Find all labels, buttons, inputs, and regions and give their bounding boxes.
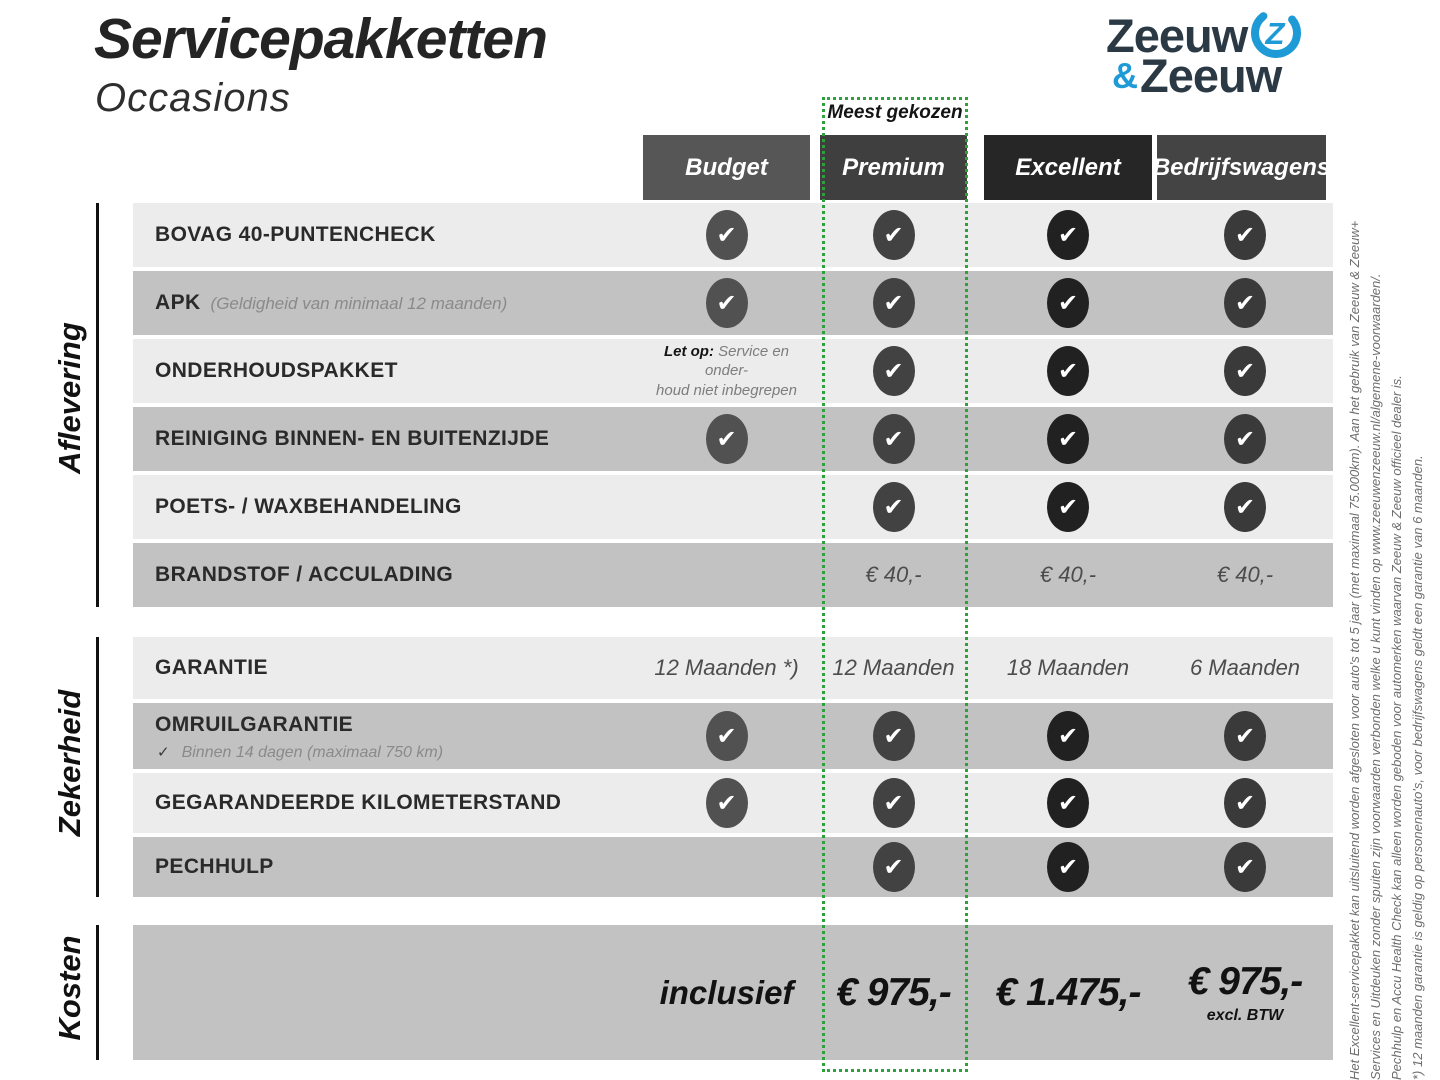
check-icon <box>984 271 1152 335</box>
section-divider-kosten <box>96 925 99 1060</box>
logo-word-2: Zeeuw <box>1140 49 1282 102</box>
check-icon <box>643 271 810 335</box>
check-icon <box>984 339 1152 403</box>
note-text-line2: houd niet inbegrepen <box>656 381 797 399</box>
table-row-omruilgarantie <box>133 703 1333 769</box>
table-row-poets <box>133 475 1333 539</box>
cost-premium: € 975,- <box>836 970 951 1014</box>
check-icon <box>1157 475 1333 539</box>
check-icon <box>1157 339 1333 403</box>
check-icon <box>643 407 810 471</box>
cell-value-excellent: € 40,- <box>1039 562 1097 587</box>
check-icon <box>820 203 967 267</box>
check-icon <box>820 773 967 833</box>
table-row-kosten <box>133 925 1333 1060</box>
footnote-line-4: *) 12 maanden garantie is geldig op personenauto's, voor bedrijfswagens geldt een garantie van 6 maanden. <box>1410 455 1426 1080</box>
column-header-budget: Budget <box>643 135 810 200</box>
check-icon <box>1157 407 1333 471</box>
row-label: REINIGING BINNEN- EN BUITENZIJDE <box>155 427 550 450</box>
section-label-aflevering: Aflevering <box>52 322 87 474</box>
row-label: PECHHULP <box>155 855 274 878</box>
column-header-excellent: Excellent <box>984 135 1152 200</box>
logo-ampersand: & <box>1112 54 1138 96</box>
check-icon <box>643 203 810 267</box>
check-icon <box>984 837 1152 897</box>
legal-footnote <box>1344 120 1436 1080</box>
check-icon <box>984 475 1152 539</box>
table-row-brandstof <box>133 543 1333 607</box>
table-row-kilometerstand <box>133 773 1333 833</box>
footnote-line-2: Services en Uitdeuken zonder spuiten zijn voorwaarden verbonden welke u kunt vinden op www.zeeuwenzeeuw.nl/algemene-voorwaarden/. <box>1368 273 1384 1080</box>
footnote-line-1: Het Excellent-servicepakket kan uitsluitend worden afgesloten voor auto's tot 5 jaar (met maximaal 75.000km). Aan het gebruik van Zeeuw & Zeeuw+ <box>1347 220 1362 1080</box>
page-subtitle: Occasions <box>95 76 291 120</box>
cost-bedrijfswagens: € 975,- <box>1187 960 1303 1003</box>
brand-logo <box>1106 8 1303 102</box>
table-row-reiniging <box>133 407 1333 471</box>
row-label: GARANTIE <box>155 656 268 679</box>
cost-excellent: € 1.475,- <box>995 970 1141 1014</box>
check-icon <box>984 703 1152 769</box>
note-bold: Let op: <box>663 342 714 360</box>
cell-value-premium: € 40,- <box>865 562 922 587</box>
check-icon <box>1157 837 1333 897</box>
row-label: BOVAG 40-PUNTENCHECK <box>155 223 436 246</box>
cell-value-bedrijfswagens: 6 Maanden <box>1189 655 1301 680</box>
note-text: Service en onder- <box>704 342 790 380</box>
cost-budget: inclusief <box>659 973 794 1011</box>
section-divider-aflevering <box>96 203 99 607</box>
cost-btw-note: excl. BTW <box>1206 1007 1284 1024</box>
cell-value-bedrijfswagens: € 40,- <box>1216 562 1274 587</box>
check-icon <box>820 407 967 471</box>
section-label-kosten: Kosten <box>52 935 87 1041</box>
page-title: Servicepakketten <box>94 7 547 71</box>
column-header-bedrijfswagens: Bedrijfswagens <box>1157 135 1326 200</box>
row-label: GEGARANDEERDE KILOMETERSTAND <box>155 791 562 814</box>
row-sublabel: (Geldigheid van minimaal 12 maanden) <box>210 294 508 313</box>
check-icon <box>1157 773 1333 833</box>
check-icon <box>820 837 967 897</box>
check-icon <box>820 339 967 403</box>
table-row-apk <box>133 271 1333 335</box>
row-label: BRANDSTOF / ACCULADING <box>155 563 454 586</box>
section-divider-zekerheid <box>96 637 99 897</box>
table-row-pechhulp <box>133 837 1333 897</box>
check-icon <box>1157 271 1333 335</box>
cell-value-excellent: 18 Maanden <box>1006 655 1130 680</box>
section-label-zekerheid: Zekerheid <box>52 689 87 837</box>
footnote-line-3: Pechhulp en Accu Health Check kan alleen worden geboden voor automerken waarvan Zeeuw & Zeeuw officieel dealer is. <box>1389 375 1405 1080</box>
table-row-bovag <box>133 203 1333 267</box>
small-check-icon: ✓ <box>157 743 170 761</box>
table-row-garantie <box>133 637 1333 699</box>
row-subnote: Binnen 14 dagen (maximaal 750 km) <box>181 744 444 761</box>
row-label: POETS- / WAXBEHANDELING <box>155 495 462 518</box>
check-icon <box>984 407 1152 471</box>
logo-word-1: Zeeuw <box>1106 8 1248 62</box>
svg-text:Z: Z <box>1265 16 1285 51</box>
row-label: ONDERHOUDSPAKKET <box>155 359 398 382</box>
check-icon <box>984 773 1152 833</box>
cell-value-budget: 12 Maanden *) <box>654 655 799 680</box>
check-icon <box>1157 203 1333 267</box>
check-icon <box>643 703 810 769</box>
check-icon <box>643 773 810 833</box>
check-icon <box>820 703 967 769</box>
check-icon <box>984 203 1152 267</box>
column-header-premium: Premium <box>820 135 967 200</box>
check-icon <box>820 271 967 335</box>
note-cell <box>643 339 810 403</box>
check-icon <box>820 475 967 539</box>
row-label: APK <box>155 291 201 314</box>
cell-value-premium: 12 Maanden <box>832 655 955 680</box>
most-chosen-badge: Meest gekozen <box>827 102 963 123</box>
row-label: OMRUILGARANTIE <box>155 713 354 736</box>
check-icon <box>1157 703 1333 769</box>
table-row-onderhoudspakket <box>133 339 1333 403</box>
